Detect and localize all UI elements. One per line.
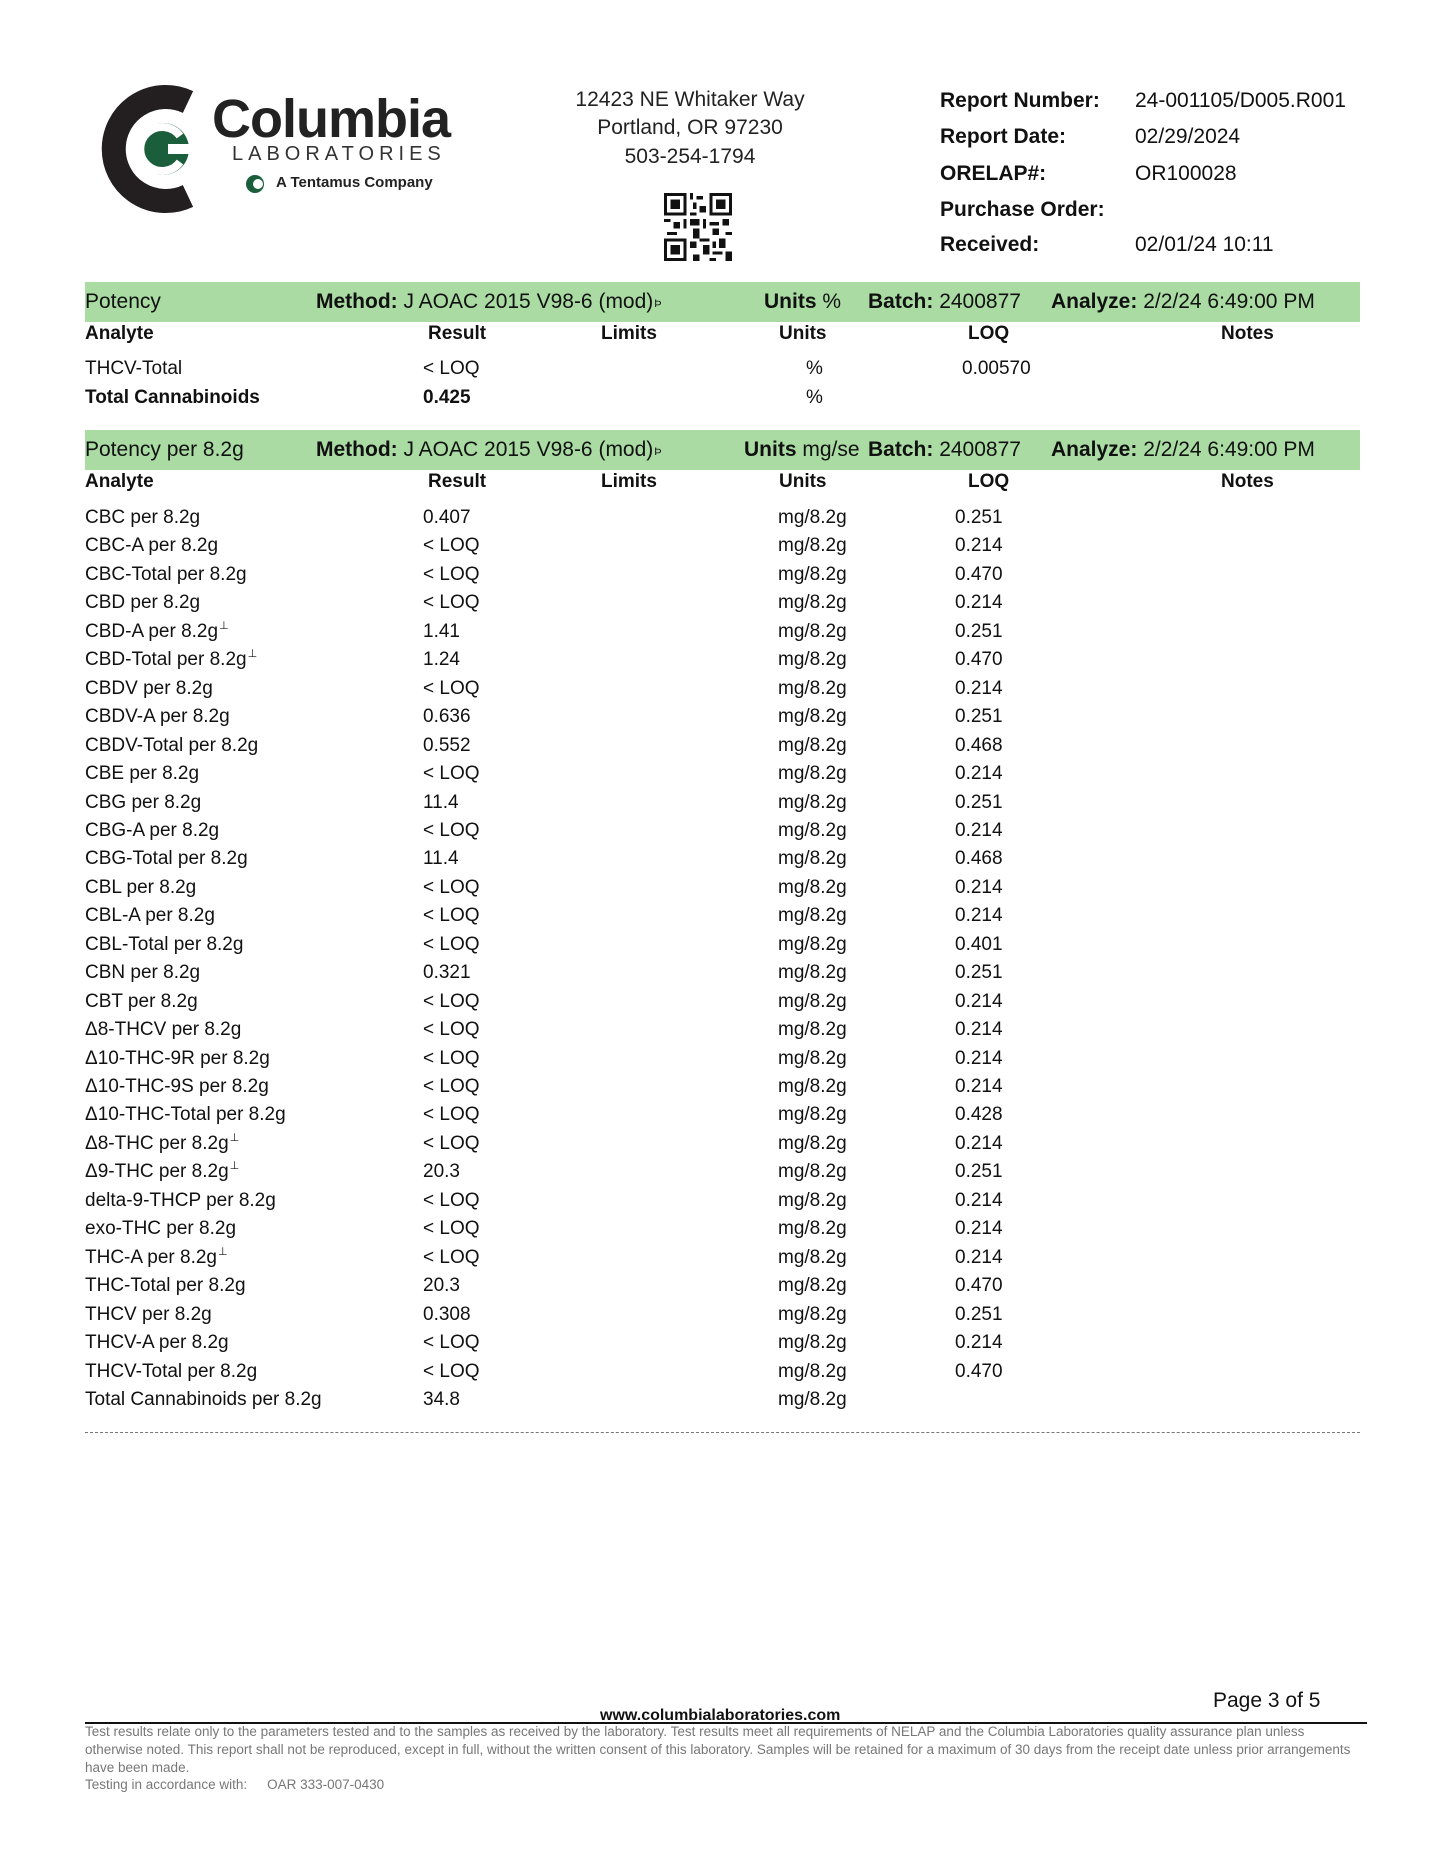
analyte-cell: CBL-Total per 8.2g [85,933,244,955]
units-cell: mg/8.2g [778,1019,847,1041]
loq-cell: 0.214 [955,990,1003,1012]
loq-cell: 0.214 [955,763,1003,785]
method-info: Method: J AOAC 2015 V98-6 (mod)$^Þ$ [316,290,662,313]
footnote-mark: ⊥ [219,619,229,632]
units-cell: mg/8.2g [778,535,847,557]
analyte-cell: Δ8-THC per 8.2g⊥ [85,1131,240,1154]
logo-subtitle: LABORATORIES [232,143,446,165]
units-cell: mg/8.2g [778,876,847,898]
result-cell: < LOQ [423,1360,480,1382]
units-cell: mg/8.2g [778,734,847,756]
units-cell: mg/8.2g [778,1047,847,1069]
loq-cell: 0.251 [955,620,1003,642]
analyte-cell: CBC-Total per 8.2g [85,563,247,585]
method-info: Method: J AOAC 2015 V98-6 (mod)$^Þ$ [316,438,662,461]
result-cell: < LOQ [423,933,480,955]
units-cell: mg/8.2g [778,620,847,642]
col-header-result: Result [428,323,487,344]
analyze-info: Analyze: 2/2/24 6:49:00 PM [1051,438,1315,461]
units-cell: mg/8.2g [778,706,847,728]
loq-cell: 0.470 [955,1360,1003,1382]
loq-cell: 0.214 [955,677,1003,699]
footer-website-link[interactable]: www.columbialaboratories.com [600,1707,841,1724]
section-title: Potency [85,290,161,313]
units-cell: mg/8.2g [778,905,847,927]
loq-cell: 0.251 [955,791,1003,813]
analyte-cell: CBL-A per 8.2g [85,905,215,927]
page-number: Page 3 of 5 [1213,1689,1321,1712]
result-cell: < LOQ [423,1076,480,1097]
loq-cell: 0.251 [955,1303,1003,1325]
analyte-cell: CBC-A per 8.2g [85,535,219,557]
analyte-cell: CBD per 8.2g [85,592,201,614]
loq-cell: 0.428 [955,1104,1003,1126]
loq-cell: 0.214 [955,592,1003,614]
result-cell: < LOQ [423,1189,480,1211]
analyte-cell: THCV-Total per 8.2g [85,1360,258,1382]
analyte-cell: CBD-Total per 8.2g⊥ [85,648,258,671]
result-cell: < LOQ [423,1132,480,1154]
units-cell: mg/8.2g [778,592,847,614]
address-phone: 503-254-1794 [624,145,756,168]
result-cell: 1.24 [423,649,460,671]
loq-cell: 0.214 [955,905,1003,927]
footnote-mark: ⊥ [229,1131,240,1144]
analyte-cell: THC-Total per 8.2g [85,1275,246,1297]
result-cell: 0.308 [423,1303,471,1325]
units-cell: mg/8.2g [778,1360,847,1382]
col-header-result: Result [428,471,487,492]
result-cell: < LOQ [423,1246,480,1268]
units-cell: mg/8.2g [778,791,847,813]
units-cell: mg/8.2g [778,1246,847,1268]
result-cell: 0.636 [423,706,471,728]
testing-accordance: Testing in accordance with: OAR 333-007-0430 [85,1777,385,1792]
analyte-cell: CBT per 8.2g [85,990,198,1012]
analyte-cell: Δ10-THC-9R per 8.2g [85,1047,270,1069]
analyte-cell: Δ10-THC-9S per 8.2g [85,1076,269,1097]
method-mark: Þ [654,298,662,310]
footnote-mark: ⊥ [218,1245,228,1258]
potency-section-header [85,282,1360,322]
loq-cell: 0.251 [955,962,1003,984]
units-cell: mg/8.2g [778,649,847,671]
loq-cell: 0.214 [955,1218,1003,1240]
report-date-label: Report Date: [940,125,1067,148]
result-cell: 34.8 [423,1388,460,1410]
analyte-cell: CBG per 8.2g [85,791,202,813]
col-header-limits: Limits [601,323,657,344]
loq-cell: 0.214 [955,1132,1003,1154]
analyte-cell: Total Cannabinoids per 8.2g [85,1388,322,1410]
result-cell: < LOQ [423,1332,480,1354]
analyte-cell: Δ10-THC-Total per 8.2g [85,1104,286,1126]
footnote-mark: ⊥ [229,1160,240,1173]
units-cell: mg/8.2g [778,962,847,984]
loq-cell: 0.470 [955,563,1003,585]
units-cell: mg/8.2g [778,1161,847,1183]
units-cell: % [806,386,823,408]
logo-wordmark: Columbia [212,89,451,149]
footnote-mark: ⊥ [247,648,258,661]
analyze-info: Analyze: 2/2/24 6:49:00 PM [1051,290,1315,313]
result-cell: 0.425 [423,386,471,408]
result-cell: < LOQ [423,1218,480,1240]
logo-tagline: A Tentamus Company [276,174,433,191]
loq-cell: 0.214 [955,1246,1003,1268]
units-cell: mg/8.2g [778,848,847,870]
units-cell: mg/8.2g [778,1388,847,1410]
units-cell: mg/8.2g [778,1275,847,1297]
analyte-cell: THCV-A per 8.2g [85,1332,229,1354]
units-cell: mg/8.2g [778,677,847,699]
qr-code-icon [664,193,732,261]
result-cell: < LOQ [423,592,480,614]
section-divider [85,1432,1360,1433]
units-cell: mg/8.2g [778,1332,847,1354]
loq-cell: 0.214 [955,535,1003,557]
analyte-cell: CBD-A per 8.2g⊥ [85,619,229,642]
loq-cell: 0.214 [955,1076,1003,1097]
units-cell: mg/8.2g [778,1104,847,1126]
loq-cell: 0.470 [955,649,1003,671]
analyte-cell: THC-A per 8.2g⊥ [85,1245,228,1268]
units-cell: mg/8.2g [778,819,847,841]
address-city: Portland, OR 97230 [597,116,783,139]
method-mark: Þ [654,446,662,458]
report-date-value: 02/29/2024 [1135,125,1241,148]
orelap-label: ORELAP#: [940,162,1047,185]
result-cell: < LOQ [423,990,480,1012]
loq-cell: 0.214 [955,819,1003,841]
col-header-units: Units [779,471,827,492]
analyte-cell: CBN per 8.2g [85,962,201,984]
purchase-order-label: Purchase Order: [940,198,1105,221]
units-cell: mg/8.2g [778,763,847,785]
section-title: Potency per 8.2g [85,438,244,461]
result-cell: < LOQ [423,1019,480,1041]
loq-cell: 0.214 [955,1189,1003,1211]
result-cell: < LOQ [423,905,480,927]
result-cell: < LOQ [423,677,480,699]
loq-cell: 0.214 [955,876,1003,898]
col-header-notes: Notes [1221,323,1274,344]
batch-info: Batch: 2400877 [868,438,1021,461]
col-header-loq: LOQ [968,323,1010,344]
analyte-cell: CBG-Total per 8.2g [85,848,248,870]
loq-cell: 0.251 [955,507,1003,528]
col-header-analyte: Analyte [85,471,154,492]
result-cell: 0.552 [423,734,471,756]
analyte-cell: CBE per 8.2g [85,763,200,785]
batch-info: Batch: 2400877 [868,290,1021,313]
report-number-value: 24-001105/D005.R001 [1135,89,1346,112]
col-header-analyte: Analyte [85,323,154,344]
result-cell: < LOQ [423,535,480,557]
units-cell: mg/8.2g [778,1132,847,1154]
analyte-cell: delta-9-THCP per 8.2g [85,1189,276,1211]
loq-cell: 0.251 [955,706,1003,728]
loq-cell: 0.00570 [962,358,1031,379]
units-cell: mg/8.2g [778,933,847,955]
units-cell: mg/8.2g [778,563,847,585]
units-info: Units % [764,290,842,313]
received-value: 02/01/24 10:11 [1135,233,1274,256]
units-cell: mg/8.2g [778,1303,847,1325]
col-header-loq: LOQ [968,471,1010,492]
loq-cell: 0.468 [955,734,1003,756]
result-cell: 11.4 [423,791,459,813]
units-cell: % [806,358,823,379]
result-cell: 0.407 [423,507,471,528]
loq-cell: 0.401 [955,933,1003,955]
result-cell: < LOQ [423,563,480,585]
loq-cell: 0.251 [955,1161,1003,1183]
analyte-cell: Total Cannabinoids [85,386,260,408]
analyte-cell: Δ8-THCV per 8.2g [85,1019,242,1041]
result-cell: < LOQ [423,358,480,379]
analyte-cell: CBDV-A per 8.2g [85,706,230,728]
analyte-cell: Δ9-THC per 8.2g⊥ [85,1160,240,1183]
received-label: Received: [940,233,1040,256]
units-cell: mg/8.2g [778,990,847,1012]
loq-cell: 0.214 [955,1019,1003,1041]
analyte-cell: CBG-A per 8.2g [85,819,220,841]
result-cell: < LOQ [423,819,480,841]
units-cell: mg/8.2g [778,1218,847,1240]
result-cell: 1.41 [423,620,460,642]
analyte-cell: THCV-Total [85,358,183,379]
analyte-cell: exo-THC per 8.2g [85,1218,237,1240]
analyte-cell: CBDV-Total per 8.2g [85,734,259,756]
loq-cell: 0.214 [955,1047,1003,1069]
units-cell: mg/8.2g [778,1189,847,1211]
loq-cell: 0.470 [955,1275,1003,1297]
analyte-cell: CBL per 8.2g [85,876,197,898]
result-cell: 20.3 [423,1275,460,1297]
result-cell: 0.321 [423,962,471,984]
address-street: 12423 NE Whitaker Way [575,88,805,111]
report-number-label: Report Number: [940,89,1100,112]
result-cell: < LOQ [423,1104,480,1126]
analyte-cell: CBC per 8.2g [85,507,201,528]
potency-per-serving-section-header [85,430,1360,470]
units-cell: mg/8.2g [778,1076,847,1097]
analyte-cell: CBDV per 8.2g [85,677,213,699]
col-header-notes: Notes [1221,471,1274,492]
loq-cell: 0.468 [955,848,1003,870]
col-header-limits: Limits [601,471,657,492]
loq-cell: 0.214 [955,1332,1003,1354]
result-cell: < LOQ [423,1047,480,1069]
analyte-cell: THCV per 8.2g [85,1303,212,1325]
result-cell: 11.4 [423,848,459,870]
result-cell: < LOQ [423,876,480,898]
result-cell: < LOQ [423,763,480,785]
units-cell: mg/8.2g [778,507,847,528]
col-header-units: Units [779,323,827,344]
result-cell: 20.3 [423,1161,460,1183]
orelap-value: OR100028 [1135,162,1237,185]
units-info: Units mg/se [744,438,860,461]
footer-disclaimer: Test results relate only to the parameters tested and to the samples as received by the laboratory. Test results meet all requirements of NELAP and the Columbia Laboratories quality assurance plan unless otherwise noted. This report shall not be reproduced, except in full, without the written consent of this laboratory. Samples will be retained for a maximum of 30 days from the receipt date unless prior arrangements have been made. [85,1724,1351,1775]
